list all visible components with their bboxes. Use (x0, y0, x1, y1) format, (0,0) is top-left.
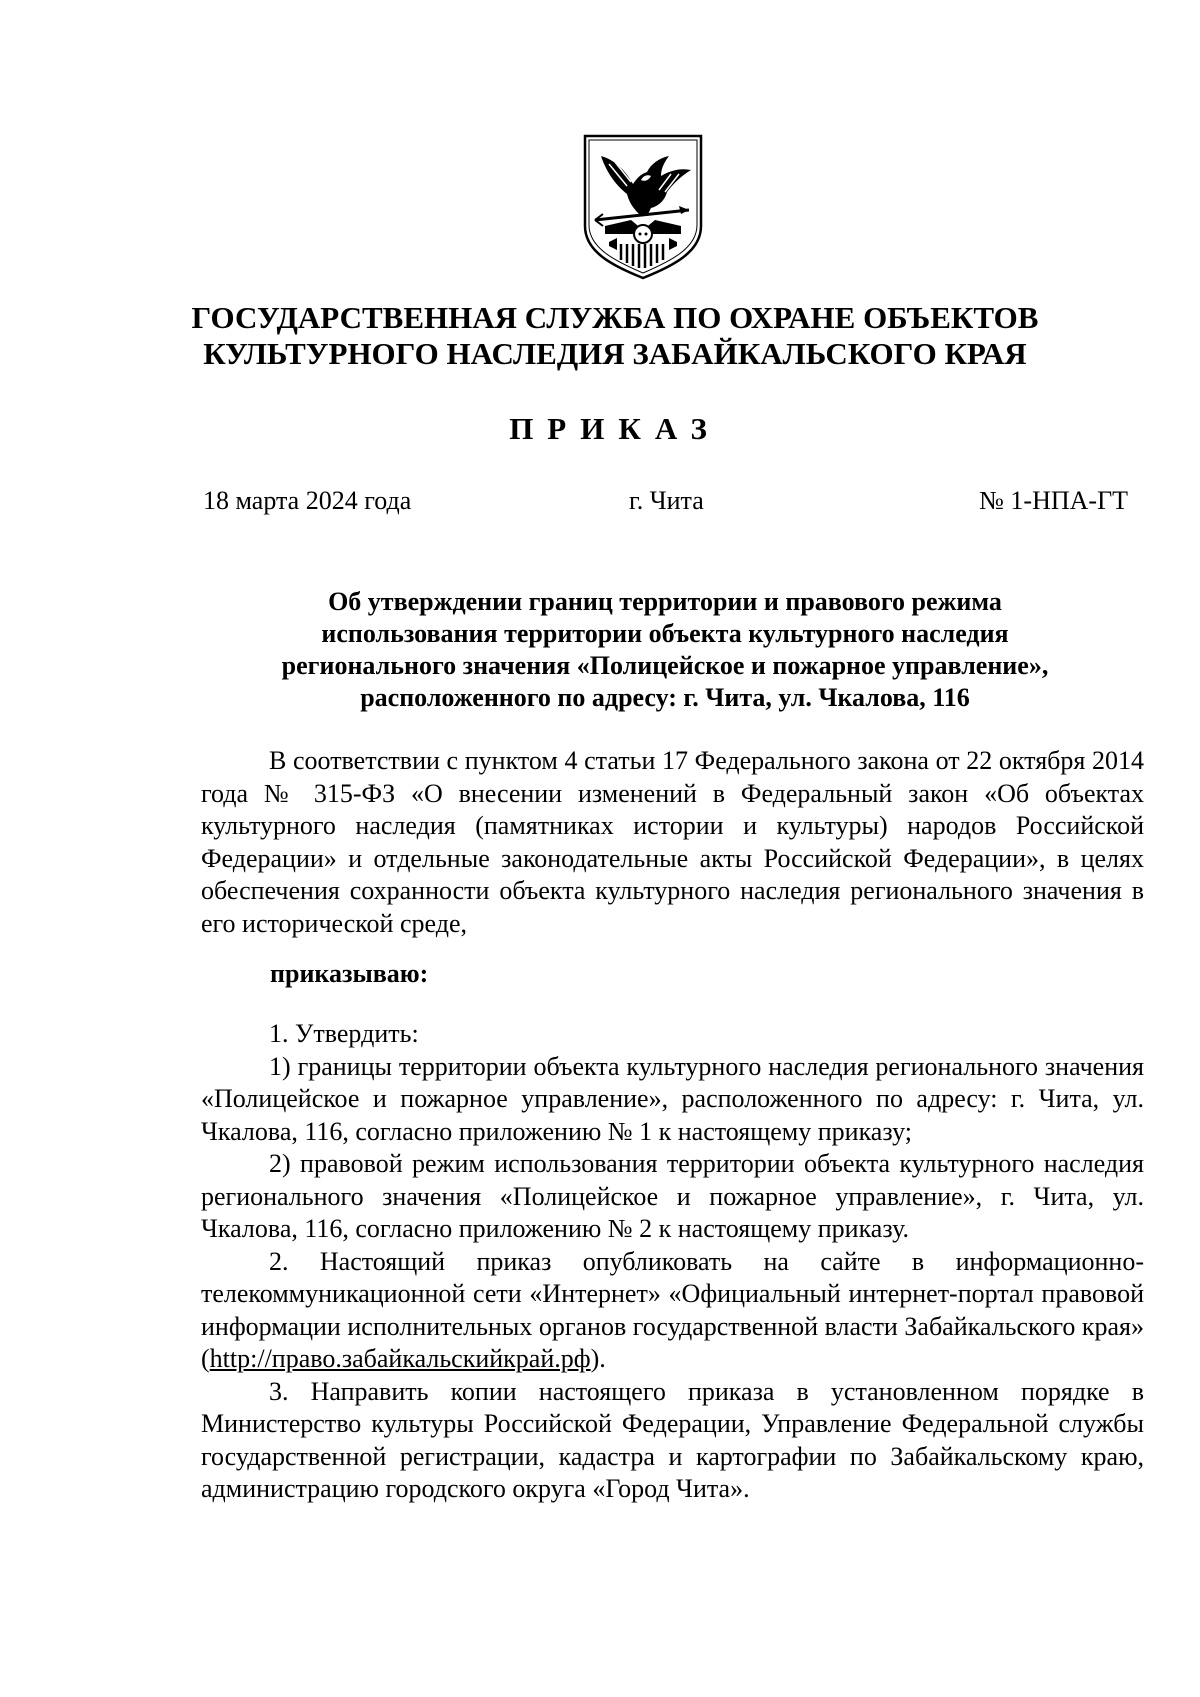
order-word: приказываю: (270, 959, 429, 988)
document-city: г. Чита (629, 486, 704, 515)
organization-name-line-2: КУЛЬТУРНОГО НАСЛЕДИЯ ЗАБАЙКАЛЬСКОГО КРАЯ (203, 336, 1027, 371)
item-1-subitem-2: 2) правовой режим использования территории объекта культурного наследия регионального значения «Полицейское и пожарное управление», г. Чита, ул. Чкалова, 116, согласно приложению № 2 к настоящему приказу. (201, 1149, 1144, 1243)
item-1: 1. Утвердить: (269, 1019, 419, 1048)
subject-line-4: расположенного по адресу: г. Чита, ул. Чкалова, 116 (360, 683, 970, 712)
organization-name-line-1: ГОСУДАРСТВЕННАЯ СЛУЖБА ПО ОХРАНЕ ОБЪЕКТОВ (191, 300, 1039, 335)
item-2 (201, 1246, 1144, 1376)
preamble-paragraph: В соответствии с пунктом 4 статьи 17 Федерального закона от 22 октября 2014 года № 315-ФЗ «О внесении изменений в Федеральный закон «Об объектах культурного наследия (памятниках истории и культуры) народов Российской Федерации» и отдельные законодательные акты Российской Федерации», в целях обеспечения сохранности объекта культурного наследия регионального значения в его исторической среде, (201, 746, 1144, 938)
subject-line-3: регионального значения «Полицейское и пожарное управление», (281, 651, 1049, 680)
preamble-section (201, 745, 1144, 940)
organization-name (150, 300, 1080, 372)
document-number: № 1-НПА-ГТ (979, 486, 1128, 515)
coat-of-arms-icon (581, 134, 705, 280)
item-2-end: ). (590, 1344, 606, 1373)
legal-portal-link[interactable]: http://право.забайкальскийкрай.рф (209, 1344, 591, 1373)
document-subject (200, 586, 1130, 714)
document-type-title: ПРИКАЗ (509, 411, 721, 446)
document-date: 18 марта 2024 года (203, 486, 412, 515)
order-items (201, 1018, 1144, 1506)
item-1-subitem-1: 1) границы территории объекта культурного наследия регионального значения «Полицейское и пожарное управление», расположенного по адресу: г. Чита, ул. Чкалова, 116, согласно приложению № 1 к настоящему приказу; (201, 1051, 1144, 1146)
item-2-text: 2. Настоящий приказ опубликовать на сайте в информационно-телекоммуникационной сети «Интернет» «Официальный интернет-портал правовой информации исполнительных органов государственной власти Забайкальского края» ( (201, 1246, 1144, 1373)
subject-line-1: Об утверждении границ территории и правового режима (328, 587, 1002, 616)
item-3: 3. Направить копии настоящего приказа в установленном порядке в Министерство культуры Российской Федерации, Управление Федеральной службы государственной регистрации, кадастра и картографии по Забайкальскому краю, администрацию городского округа «Город Чита». (201, 1376, 1144, 1503)
subject-line-2: использования территории объекта культурного наследия (321, 619, 1009, 648)
